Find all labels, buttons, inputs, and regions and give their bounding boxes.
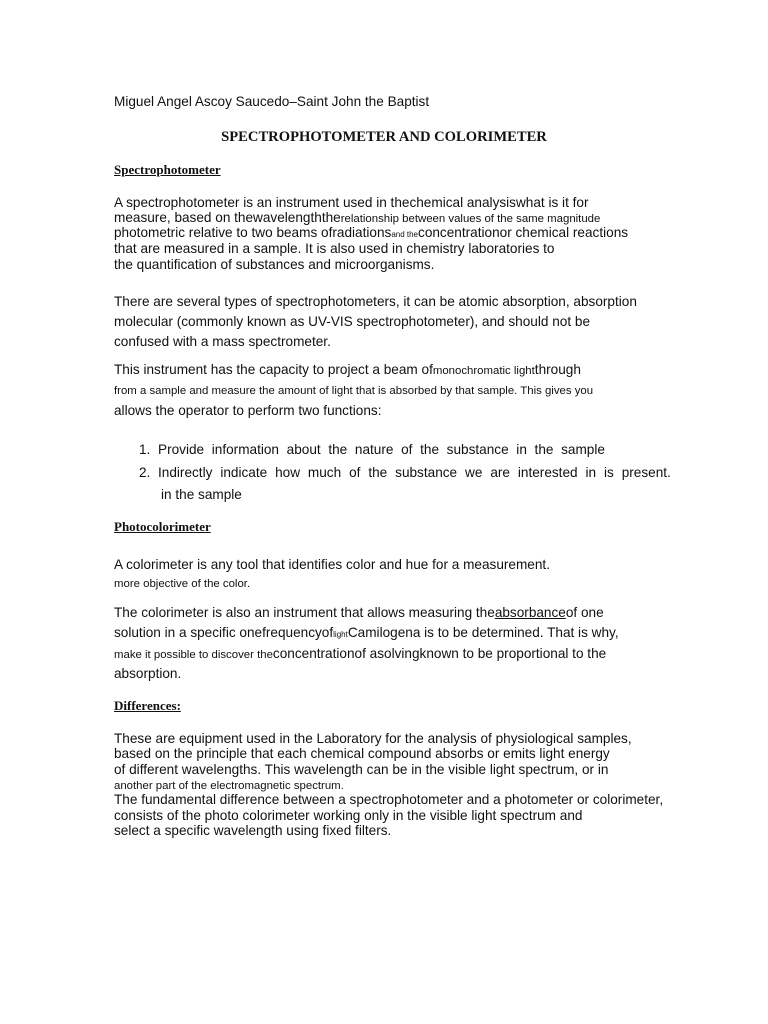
list-number: 1. [139,442,151,457]
list-item: Provide information about the nature of the substance in the sample [158,442,605,457]
paragraph-line: molecular (commonly known as UV-VIS spectrophotometer), and should not be [114,314,591,329]
list-item: Indirectly indicate how much of the substance we are interested in is present. [158,465,671,480]
paragraph-line: The colorimeter is also an instrument that allows measuring theabsorbanceof one [114,605,604,620]
paragraph-line: consists of the photo colorimeter working only in the visible light spectrum and [114,808,583,823]
paragraph-line: make it possible to discover theconcentrationof asolvingknown to be proportional to the [114,646,607,661]
paragraph-line: more objective of the color. [114,578,251,590]
paragraph-line: There are several types of spectrophotometers, it can be atomic absorption, absorption [114,294,637,309]
author-line: Miguel Angel Ascoy Saucedo–Saint John the Baptist [114,94,430,109]
paragraph-line: The fundamental difference between a spectrophotometer and a photometer or colorimeter, [114,792,664,807]
paragraph-line: the quantification of substances and microorganisms. [114,257,435,272]
document-title: SPECTROPHOTOMETER AND COLORIMETER [221,129,547,145]
paragraph-line: that are measured in a sample. It is also used in chemistry laboratories to [114,241,555,256]
paragraph-line: This instrument has the capacity to project a beam ofmonochromatic lightthrough [114,362,581,377]
section-heading-spectrophotometer: Spectrophotometer [114,162,221,177]
paragraph-line: confused with a mass spectrometer. [114,334,331,349]
list-number: 2. [139,465,151,480]
section-heading-photocolorimeter: Photocolorimeter [114,519,211,534]
paragraph-line: solution in a specific onefrequencyoflightCamilogena is to be determined. That is why, [114,625,619,640]
paragraph-line: A colorimeter is any tool that identifies color and hue for a measurement. [114,557,550,572]
paragraph-line: allows the operator to perform two functions: [114,403,382,418]
paragraph-line: These are equipment used in the Laboratory for the analysis of physiological samples, [114,731,632,746]
paragraph-line: A spectrophotometer is an instrument used in thechemical analysiswhat is it for [114,195,589,210]
paragraph-line: of different wavelengths. This wavelength can be in the visible light spectrum, or in [114,762,609,777]
paragraph-line: measure, based on thewavelengththerelationship between values of the same magnitude [114,210,601,225]
paragraph-line: absorption. [114,666,182,681]
list-item-continuation: in the sample [161,487,242,502]
paragraph-line: select a specific wavelength using fixed filters. [114,823,392,838]
paragraph-line: based on the principle that each chemical compound absorbs or emits light energy [114,746,610,761]
section-heading-differences: Differences: [114,698,181,713]
paragraph-line: from a sample and measure the amount of light that is absorbed by that sample. This gives you [114,385,594,397]
paragraph-line: another part of the electromagnetic spectrum. [114,780,344,792]
paragraph-line: photometric relative to two beams ofradiationsand theconcentrationor chemical reactions [114,225,629,240]
